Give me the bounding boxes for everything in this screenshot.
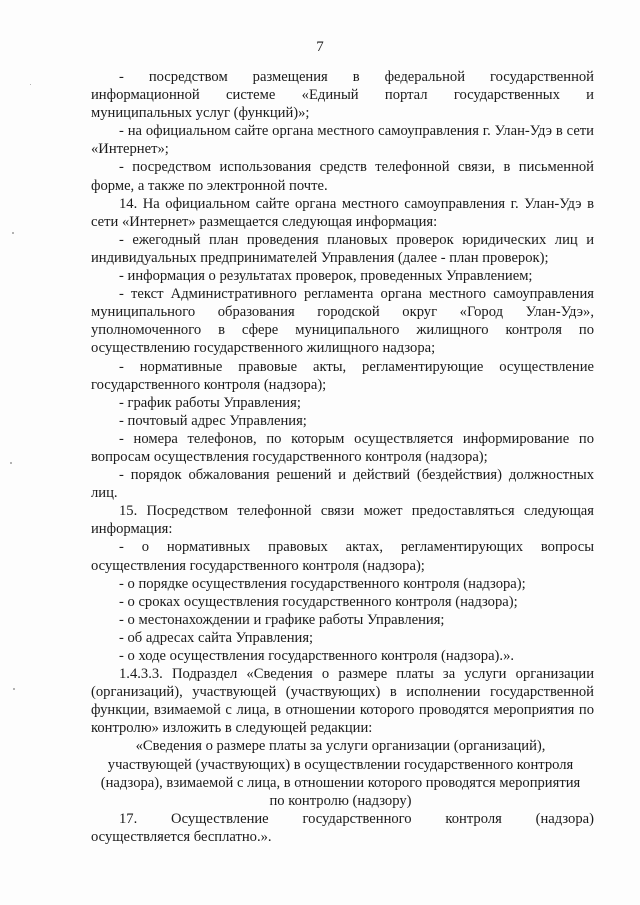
- list-item: - информация о результатах проверок, проведенных Управлением;: [119, 268, 533, 285]
- list-item: - о местонахождении и графике работы Управления;: [119, 611, 445, 628]
- page-number: 7: [316, 39, 324, 55]
- list-item: - почтовый адрес Управления;: [119, 412, 307, 429]
- text-line: информационной системе «Единый портал государственных и: [91, 87, 594, 104]
- list-item: - текст Административного регламента органа местного самоуправления муниципального образования городской округ «Город Улан-Удэ», уполномоченного в сфере муниципального жилищного контроля по осуществлению государственного жилищного надзора;: [91, 286, 594, 357]
- list-item: - о нормативных правовых актах, регламентирующих вопросы осуществления государственного контроля (надзора);: [91, 539, 594, 574]
- text-line: - посредством размещения в федеральной государственной: [119, 69, 594, 85]
- list-item: - нормативные правовые акты, регламентирующие осуществление государственного контроля (надзора);: [91, 358, 594, 393]
- list-item: - о сроках осуществления государственного контроля (надзора);: [119, 593, 518, 610]
- paragraph-14: 14. На официальном сайте органа местного самоуправления г. Улан-Удэ в сети «Интернет» размещается следующая информация:: [91, 195, 594, 230]
- paragraph-15: 15. Посредством телефонной связи может предоставляться следующая информация:: [91, 503, 594, 538]
- subsection-heading: [85, 737, 596, 809]
- paragraph-1-4-3-3: 1.4.3.3. Подраздел «Сведения о размере платы за услуги организации (организаций), участвующей (участвующих) в исполнении государственной функции, взимаемой с лица, в отношении которого проводятся мероприятия по контролю» изложить в следующей редакции:: [91, 666, 594, 737]
- list-item: - посредством использования средств телефонной связи, в письменной форме, а также по электронной почте.: [91, 159, 594, 194]
- heading-line: (надзора), взимаемой с лица, в отношении которого проводятся мероприятия: [100, 774, 581, 791]
- heading-line: «Сведения о размере платы за услуги организации (организаций),: [135, 738, 546, 755]
- scan-speck: [30, 84, 31, 85]
- list-item: - номера телефонов, по которым осуществляется информирование по вопросам осуществления государственного контроля (надзора);: [91, 430, 594, 465]
- list-item: - порядок обжалования решений и действий (бездействия) должностных лиц.: [91, 467, 594, 502]
- list-item: - о порядке осуществления государственного контроля (надзора);: [119, 575, 526, 592]
- paragraph-17: 17. Осуществление государственного контроля (надзора): [119, 810, 594, 827]
- scan-speck: [10, 462, 12, 464]
- list-item: - график работы Управления;: [119, 394, 301, 411]
- document-body: [91, 68, 594, 846]
- list-item: - о ходе осуществления государственного контроля (надзора).».: [119, 648, 515, 664]
- heading-line: участвующей (участвующих) в осуществлении государственного контроля: [107, 756, 574, 773]
- scan-speck: [12, 232, 14, 234]
- text-line: осуществляется бесплатно.».: [91, 828, 272, 845]
- scan-speck: [13, 688, 15, 690]
- list-item: - об адресах сайта Управления;: [119, 629, 314, 646]
- text-line: муниципальных услуг (функций)»;: [91, 105, 310, 122]
- list-item: - на официальном сайте органа местного самоуправления г. Улан-Удэ в сети «Интернет»;: [91, 123, 594, 158]
- heading-line: по контролю (надзору): [269, 792, 412, 809]
- list-item: - ежегодный план проведения плановых проверок юридических лиц и индивидуальных предпринимателей Управления (далее - план проверок);: [91, 231, 594, 266]
